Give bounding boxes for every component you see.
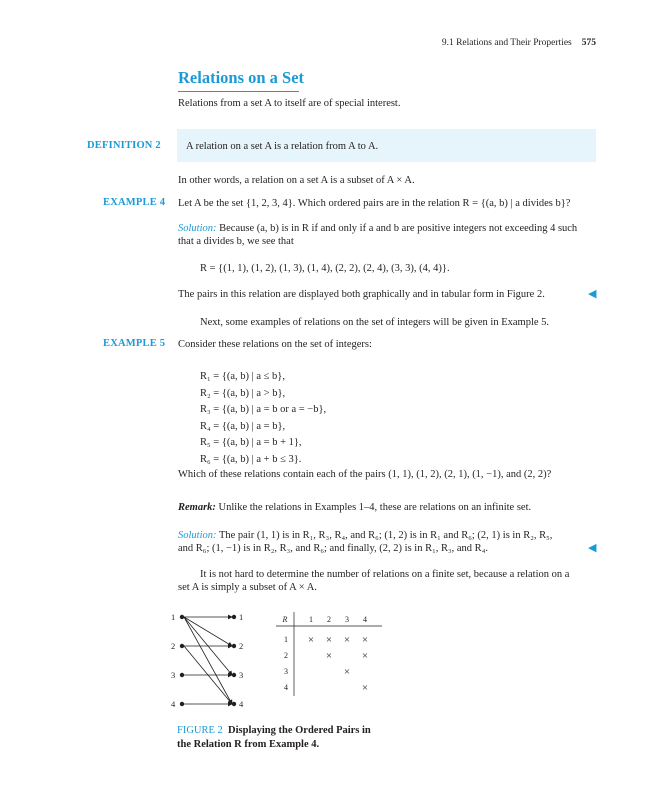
table-row-header: 4 <box>284 683 288 692</box>
table-col-header: 1 <box>309 615 313 624</box>
relation-table <box>276 610 386 700</box>
paragraph-finite-line2: set A is simply a subset of A × A. <box>178 582 317 593</box>
table-mark: × <box>343 634 351 646</box>
table-col-header: 4 <box>363 615 367 624</box>
page-number: 575 <box>581 38 596 48</box>
relation-item: R₅ = {(a, b) | a = b + 1}, <box>200 437 302 448</box>
relation-item: R₁ = {(a, b) | a ≤ b}, <box>200 371 285 382</box>
table-corner: R <box>282 615 288 624</box>
table-marks <box>308 634 368 694</box>
figure-caption-line2: the Relation R from Example 4. <box>177 738 320 750</box>
definition-text: A relation on a set A is a relation from A to A. <box>186 141 379 152</box>
relation-item: R₄ = {(a, b) | a = b}, <box>200 420 286 432</box>
right-node-label: 1 <box>239 612 244 622</box>
table-row-header: 2 <box>284 651 288 660</box>
table-mark: × <box>361 682 369 694</box>
section-title: Relations on a Set <box>178 68 305 87</box>
table-mark: × <box>361 634 369 646</box>
paragraph-finite-line1: It is not hard to determine the number of relations on a finite set, because a relation on a <box>200 569 570 580</box>
example-5-text: Consider these relations on the set of integers: <box>178 339 372 350</box>
definition-label: DEFINITION 2 <box>87 140 161 151</box>
figure-caption-line1: Displaying the Ordered Pairs in <box>228 725 371 736</box>
example-4-solution-line2: that a divides b, we see that <box>178 236 294 247</box>
right-node <box>232 615 236 619</box>
running-header <box>442 38 596 48</box>
paragraph-next: Next, some examples of relations on the set of integers will be given in Example 5. <box>200 317 550 328</box>
paragraph-subset: In other words, a relation on a set A is a subset of A × A. <box>178 175 415 186</box>
table-row-header: 3 <box>284 667 288 676</box>
edge-1-4 <box>184 617 232 704</box>
example-4-solution-label: Solution: <box>178 223 217 234</box>
example-4-closing: The pairs in this relation are displayed both graphically and in tabular form in Figure 2. <box>178 289 545 300</box>
example-5-label: EXAMPLE 5 <box>103 338 166 349</box>
example-5-question: Which of these relations contain each of the pairs (1, 1), (1, 2), (2, 1), (1, −1), and (2, 2)? <box>178 469 552 480</box>
section-title-rule <box>178 91 299 92</box>
left-node-label: 2 <box>171 641 176 651</box>
right-node <box>232 673 236 677</box>
left-node-label: 4 <box>171 699 176 709</box>
table-col-header: 2 <box>327 615 331 624</box>
left-node-label: 1 <box>171 612 176 622</box>
left-node <box>180 702 184 706</box>
right-node-label: 3 <box>239 670 244 680</box>
relation-item: R₃ = {(a, b) | a = b or a = −b}, <box>200 404 327 415</box>
relation-graph <box>168 606 278 718</box>
table-mark: × <box>343 666 351 678</box>
table-mark: × <box>325 650 333 662</box>
edge-1-2 <box>184 617 232 646</box>
right-node <box>232 644 236 648</box>
example-4-solution-text: Because (a, b) is in R if and only if a and b are positive integers not exceeding 4 such <box>219 223 578 234</box>
relation-item: R₂ = {(a, b) | a > b}, <box>200 387 286 399</box>
table-row-header: 1 <box>284 635 288 644</box>
example-5-solution-line2: and R₆; (1, −1) is in R₂, R₃, and R₆; and finally, (2, 2) is in R₁, R₃, and R₄. <box>178 543 488 554</box>
relation-item: R₆ = {(a, b) | a + b ≤ 3}. <box>200 453 302 465</box>
left-node <box>180 673 184 677</box>
left-node <box>180 615 184 619</box>
table-mark: × <box>361 650 369 662</box>
table-col-header: 3 <box>345 615 349 624</box>
table-mark: × <box>325 634 333 646</box>
right-node-label: 2 <box>239 641 244 651</box>
example-4-solution-line1 <box>178 222 577 235</box>
remark <box>178 501 531 514</box>
example-end-marker: ◀ <box>588 542 597 554</box>
table-mark: × <box>307 634 315 646</box>
relation-list <box>200 369 326 468</box>
section-intro: Relations from a set A to itself are of special interest. <box>178 98 401 109</box>
left-node <box>180 644 184 648</box>
example-5-solution-label: Solution: <box>178 530 217 541</box>
example-5-solution-line1 <box>178 529 552 542</box>
left-node-label: 3 <box>171 670 176 680</box>
right-node <box>232 702 236 706</box>
example-5-solution-text: The pair (1, 1) is in R₁, R₃, R₄, and R₆; (1, 2) is in R₁ and R₆; (2, 1) is in R₂, R₅, <box>218 530 553 541</box>
remark-label: Remark: <box>178 502 216 513</box>
example-end-marker: ◀ <box>588 288 597 300</box>
right-node-label: 4 <box>239 699 244 709</box>
remark-text: Unlike the relations in Examples 1–4, these are relations on an infinite set. <box>218 502 532 513</box>
running-title: 9.1 Relations and Their Properties <box>441 38 572 48</box>
figure-caption <box>177 724 371 751</box>
example-4-text: Let A be the set {1, 2, 3, 4}. Which ordered pairs are in the relation R = {(a, b) | a divides b}? <box>178 198 571 209</box>
example-4-label: EXAMPLE 4 <box>103 197 166 208</box>
figure-label: FIGURE 2 <box>177 725 223 736</box>
example-4-relation: R = {(1, 1), (1, 2), (1, 3), (1, 4), (2, 2), (2, 4), (3, 3), (4, 4)}. <box>200 263 450 274</box>
